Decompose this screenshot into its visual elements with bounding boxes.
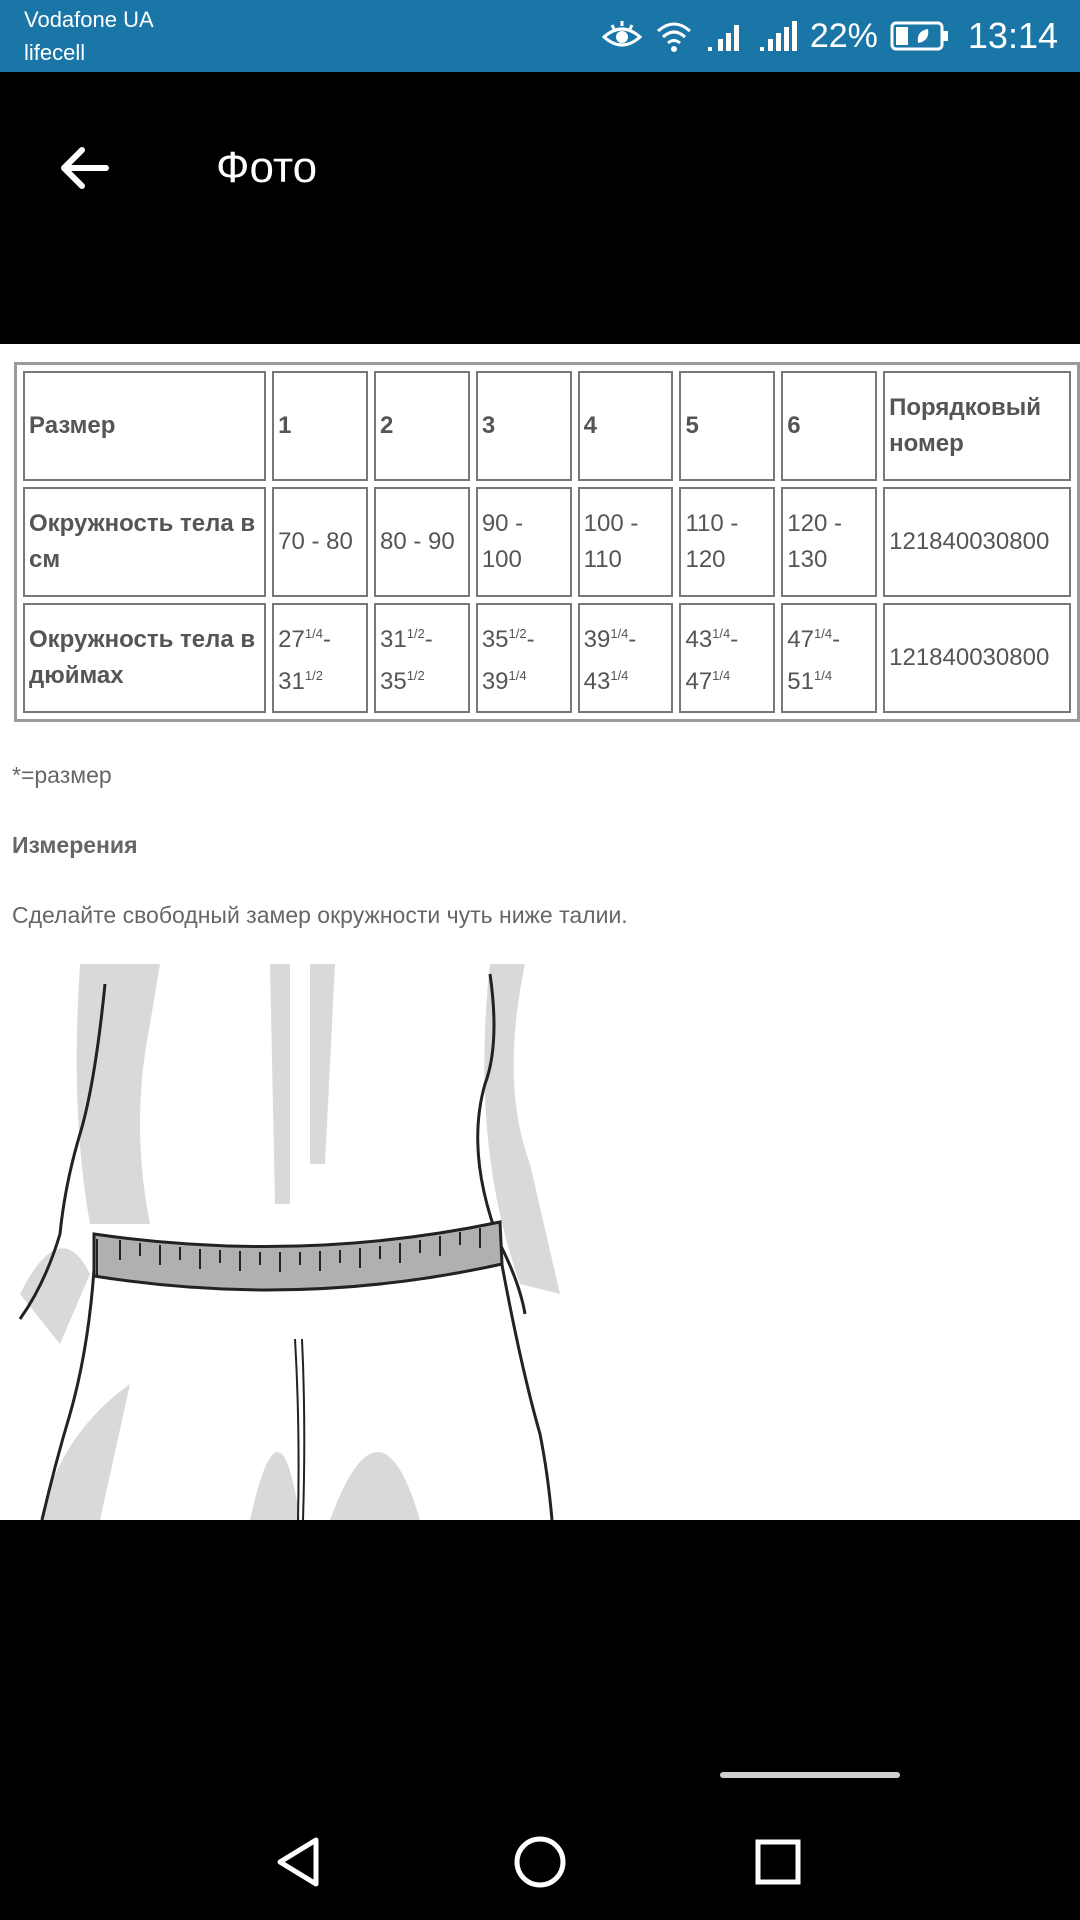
nav-home-button[interactable] bbox=[508, 1830, 572, 1894]
eye-comfort-icon bbox=[602, 19, 642, 53]
size-note: *=размер bbox=[12, 762, 112, 788]
table-cell: Окружность тела в см bbox=[23, 487, 266, 597]
table-cell: 80 - 90 bbox=[374, 487, 470, 597]
square-recent-icon bbox=[746, 1830, 810, 1894]
table-cell: 5 bbox=[679, 371, 775, 481]
scroll-indicator bbox=[720, 1772, 900, 1778]
table-cell: 4 bbox=[578, 371, 674, 481]
clock: 13:14 bbox=[967, 15, 1058, 56]
table-cell: $39^{1/4}-$ $43^{1/4}$ bbox=[578, 603, 674, 713]
table-cell: $35^{1/2}-$ $39^{1/4}$ bbox=[476, 603, 572, 713]
status-icons bbox=[602, 12, 1058, 60]
table-cell: 120 - 130 bbox=[781, 487, 877, 597]
status-bar bbox=[0, 0, 1080, 72]
table-cell: 100 - 110 bbox=[578, 487, 674, 597]
battery-percent: 22% bbox=[809, 16, 878, 55]
table-row-cm bbox=[23, 487, 1071, 597]
arrow-left-icon bbox=[48, 128, 128, 208]
carrier-secondary: lifecell bbox=[24, 40, 86, 65]
nav-back-button[interactable] bbox=[266, 1830, 330, 1894]
circle-home-icon bbox=[508, 1830, 572, 1894]
measure-heading: Измерения bbox=[12, 832, 138, 858]
measure-instruction: Сделайте свободный замер окружности чуть ниже талии. bbox=[12, 902, 628, 928]
table-cell: 121840030800 bbox=[883, 487, 1071, 597]
table-cell: $47^{1/4}-$ $51^{1/4}$ bbox=[781, 603, 877, 713]
table-cell: 6 bbox=[781, 371, 877, 481]
app-bar bbox=[0, 72, 1080, 344]
table-cell: Окружность тела в дюймах bbox=[23, 603, 266, 713]
table-cell: Размер bbox=[23, 371, 266, 481]
battery-icon bbox=[890, 21, 950, 51]
table-row-header bbox=[23, 371, 1071, 481]
table-cell: $31^{1/2}-$ $35^{1/2}$ bbox=[374, 603, 470, 713]
system-nav-bar bbox=[0, 1800, 1080, 1920]
table-cell: 3 bbox=[476, 371, 572, 481]
table-cell: $43^{1/4}-$ $47^{1/4}$ bbox=[679, 603, 775, 713]
page-title: Фото bbox=[216, 143, 318, 192]
size-table bbox=[14, 362, 1080, 722]
table-cell: 121840030800 bbox=[883, 603, 1071, 713]
triangle-back-icon bbox=[266, 1830, 330, 1894]
table-cell: 1 bbox=[272, 371, 368, 481]
table-cell: 90 - 100 bbox=[476, 487, 572, 597]
nav-recent-button[interactable] bbox=[746, 1830, 810, 1894]
table-cell: 70 - 80 bbox=[272, 487, 368, 597]
carrier-primary: Vodafone UA bbox=[24, 7, 154, 32]
back-button[interactable] bbox=[48, 128, 128, 208]
table-row-inch bbox=[23, 603, 1071, 713]
signal-icon-1 bbox=[706, 19, 746, 53]
table-cell: $27^{1/4}-$ $31^{1/2}$ bbox=[272, 603, 368, 713]
photo-view[interactable] bbox=[0, 344, 1080, 1520]
table-cell: 2 bbox=[374, 371, 470, 481]
table-cell: 110 - 120 bbox=[679, 487, 775, 597]
waist-measure-illustration bbox=[0, 964, 600, 1520]
wifi-icon bbox=[654, 19, 694, 53]
signal-icon-2 bbox=[758, 19, 798, 53]
table-cell: Порядковый номер bbox=[883, 371, 1071, 481]
